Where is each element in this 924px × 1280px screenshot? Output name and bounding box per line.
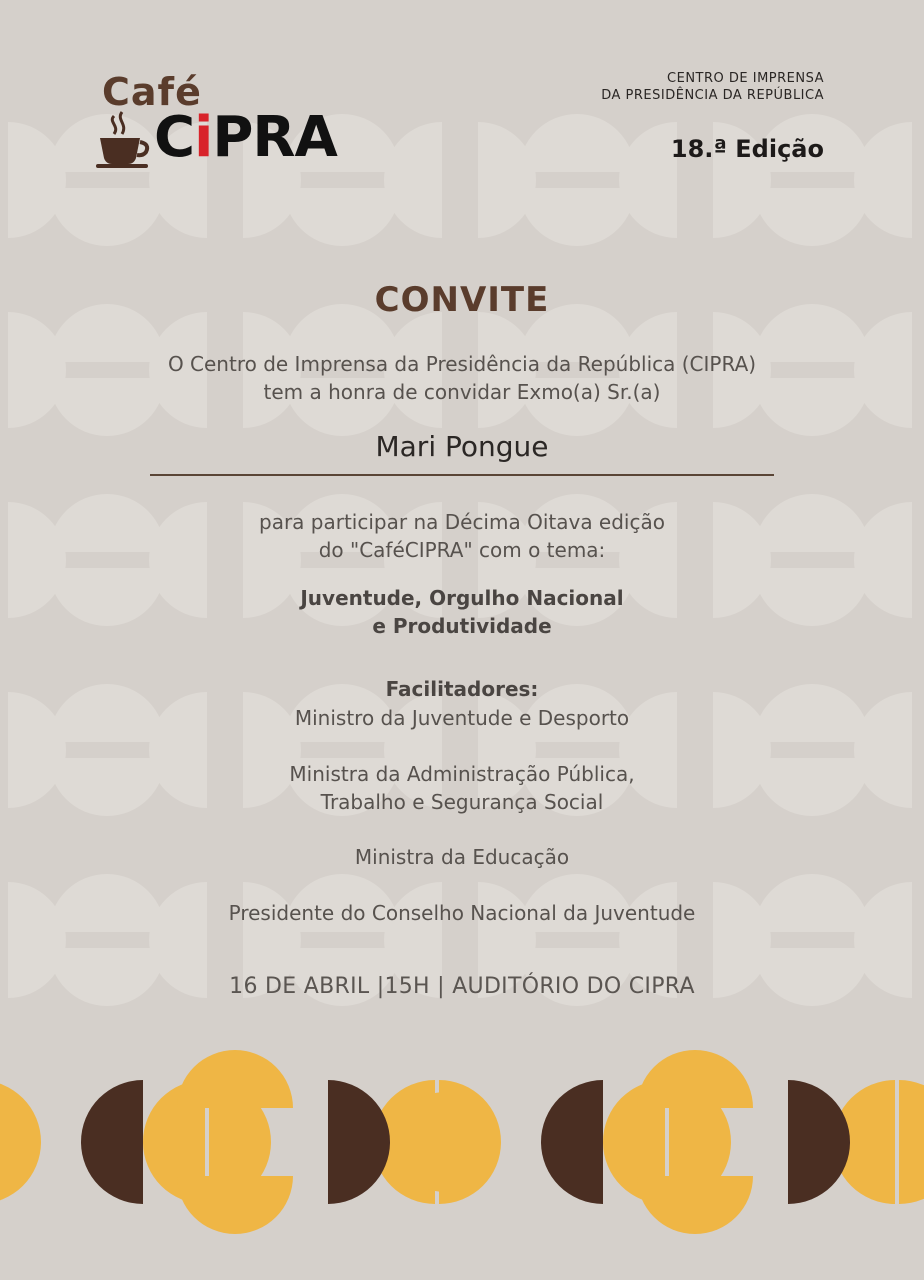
pattern-yellow-top-half (177, 1050, 293, 1108)
logo-cipra-text (154, 105, 337, 170)
event-date-time-location: 16 DE ABRIL |15H | AUDITÓRIO DO CIPRA (229, 974, 695, 999)
cafecipra-logo (96, 68, 366, 178)
pattern-light-left-half (854, 122, 912, 238)
pattern-yellow-right-half (439, 1080, 501, 1204)
invite-title: CONVITE (374, 280, 550, 320)
guest-name: Mari Pongue (375, 430, 549, 463)
pattern-yellow-right-half (0, 1080, 41, 1204)
participate-line-1: para participar na Décima Oitava edição (259, 510, 665, 534)
edition-number: 18.ª Edição (670, 135, 824, 163)
pattern-yellow-top-half (637, 1050, 753, 1108)
pattern-brown-left-half (81, 1080, 143, 1204)
org-line-1: CENTRO DE IMPRENSA (667, 71, 824, 86)
facilitators-heading: Facilitadores: (385, 677, 539, 701)
intro-line-2: tem a honra de convidar Exmo(a) Sr.(a) (263, 380, 661, 404)
pattern-light-left-half (619, 122, 677, 238)
pattern-light-right-half (478, 122, 536, 238)
pattern-brown-right-half (328, 1080, 390, 1204)
intro-line-1: O Centro de Imprensa da Presidência da República (CIPRA) (167, 352, 757, 376)
pattern-light-bottom-half (519, 188, 635, 246)
pattern-light-bottom-half (49, 188, 165, 246)
event-theme (0, 584, 924, 640)
org-line-2: DA PRESIDÊNCIA DA REPÚBLICA (601, 88, 824, 103)
pattern-yellow-bottom-half (637, 1176, 753, 1234)
facilitator-2-line-1: Ministra da Administração Pública, (289, 762, 635, 786)
pattern-yellow-right-half (899, 1080, 924, 1204)
facilitator-4: Presidente do Conselho Nacional da Juventude (228, 901, 696, 925)
participate-line-2: do "CaféCIPRA" com o tema: (318, 538, 606, 562)
coffee-cup-icon (96, 108, 152, 168)
invite-intro (0, 350, 924, 406)
facilitator-1: Ministro da Juventude e Desporto (294, 706, 630, 730)
facilitator-2-line-2: Trabalho e Segurança Social (320, 790, 604, 814)
pattern-light-left-half (384, 122, 442, 238)
logo-cipra-suffix: PRA (212, 105, 337, 170)
guest-name-underline (150, 474, 774, 476)
logo-cafe-text: Café (102, 70, 202, 114)
pattern-light-right-half (8, 122, 66, 238)
pattern-light-top-half (519, 114, 635, 172)
facilitator-3: Ministra da Educação (354, 845, 570, 869)
theme-line-1: Juventude, Orgulho Nacional (300, 586, 624, 610)
logo-cipra-i: i (194, 105, 213, 170)
logo-cipra-c: C (154, 105, 195, 170)
pattern-light-bottom-half (754, 188, 870, 246)
organization-name (601, 70, 824, 104)
pattern-brown-right-half (788, 1080, 850, 1204)
pattern-brown-left-half (541, 1080, 603, 1204)
theme-line-2: e Produtividade (372, 614, 552, 638)
pattern-light-bottom-half (284, 188, 400, 246)
facilitator-2 (0, 760, 924, 816)
participation-text (0, 508, 924, 564)
pattern-yellow-bottom-half (177, 1176, 293, 1234)
